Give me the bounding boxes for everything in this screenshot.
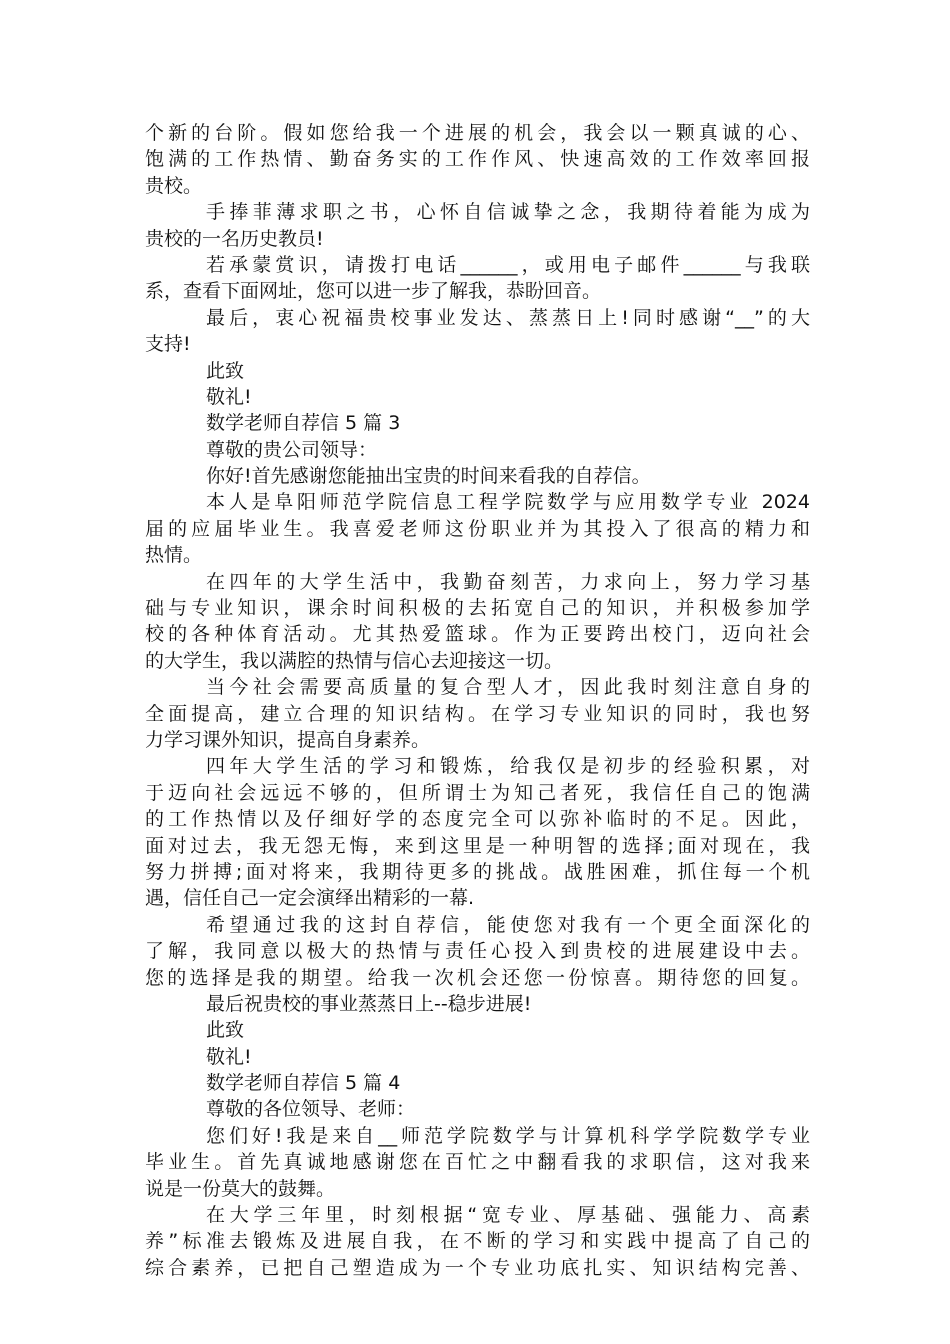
text-line: 届的应届毕业生。我喜爱老师这份职业并为其投入了很高的精力和 [145,517,810,540]
text-line: 础与专业知识，课余时间积极的去拓宽自己的知识，并积极参加学 [145,597,810,620]
text-line: 说是一份莫大的鼓舞。 [145,1177,336,1200]
text-line: 本人是阜阳师范学院信息工程学院数学与应用数学专业 2024 [206,491,810,514]
text-line: 您的选择是我的期望。给我一次机会还您一份惊喜。期待您的回复。 [145,966,810,989]
text-line: 养”标准去锻炼及进展自我，在不断的学习和实践中提高了自己的 [145,1230,810,1253]
text-line: 敬礼! [206,1045,252,1068]
text-line: 热情。 [145,544,203,567]
text-line: 手捧菲薄求职之书，心怀自信诚挚之念，我期待着能为成为 [206,201,810,224]
text-line: 最后祝贵校的事业蒸蒸日上--稳步进展! [206,992,532,1015]
text-line: 敬礼! [206,385,252,408]
text-line: 综合素养，已把自己塑造成为一个专业功底扎实、知识结构完善、 [145,1256,810,1279]
text-line: 你好!首先感谢您能抽出宝贵的时间来看我的自荐信。 [206,465,651,488]
text-line: 您们好!我是来自__师范学院数学与计算机科学学院数学专业 [206,1124,810,1147]
text-line: 最后，衷心祝福贵校事业发达、蒸蒸日上!同时感谢“__”的大 [206,306,810,329]
text-line: 了解，我同意以极大的热情与责任心投入到贵校的进展建设中去。 [145,940,810,963]
text-line: 的工作热情以及仔细好学的态度完全可以弥补临时的不足。因此， [145,808,810,831]
text-line: 希望通过我的这封自荐信，能使您对我有一个更全面深化的 [206,913,810,936]
text-line: 系，查看下面网址，您可以进一步了解我，恭盼回音。 [145,280,602,303]
text-line: 力学习课外知识，提高自身素养。 [145,728,431,751]
text-line: 贵校的一名历史教员! [145,227,324,250]
text-line: 个新的台阶。假如您给我一个进展的机会，我会以一颗真诚的心、 [145,122,810,144]
text-line: 面对过去，我无怨无悔，来到这里是一种明智的选择;面对现在，我 [145,834,810,857]
text-line: 在大学三年里，时刻根据“宽专业、厚基础、强能力、高素 [206,1204,810,1227]
text-line: 遇，信任自己一定会演绎出精彩的一幕. [145,887,475,910]
text-line: 饱满的工作热情、勤奋务实的工作作风、快速高效的工作效率回报 [145,148,810,171]
text-line: 尊敬的各位领导、老师： [206,1098,416,1121]
text-line: 于迈向社会远远不够的，但所谓士为知己者死，我信任自己的饱满 [145,781,810,804]
text-line: 当今社会需要高质量的复合型人才，因此我时刻注意自身的 [206,676,810,699]
text-line: 尊敬的贵公司领导： [206,438,378,461]
text-line: 校的各种体育活动。尤其热爱篮球。作为正要跨出校门，迈向社会 [145,623,810,646]
text-line: 支持! [145,333,191,356]
text-line: 此致 [206,1019,245,1042]
text-line: 此致 [206,359,245,382]
section-heading: 数学老师自荐信 5 篇 4 [206,1072,401,1095]
text-line: 在四年的大学生活中，我勤奋刻苦，力求向上，努力学习基 [206,570,810,593]
text-line: 若承蒙赏识，请拨打电话______，或用电子邮件______与我联 [206,253,810,276]
text-line: 毕业生。首先真诚地感谢您在百忙之中翻看我的求职信，这对我来 [145,1151,810,1174]
text-line: 贵校。 [145,174,203,197]
document-page [145,120,810,1281]
text-line: 的大学生，我以满腔的热情与信心去迎接这一切。 [145,649,564,672]
section-heading: 数学老师自荐信 5 篇 3 [206,412,401,435]
text-line: 努力拼搏;面对将来，我期待更多的挑战。战胜困难，抓住每一个机 [145,860,810,883]
text-line: 全面提高，建立合理的知识结构。在学习专业知识的同时，我也努 [145,702,810,725]
text-line: 四年大学生活的学习和锻炼，给我仅是初步的经验积累，对 [206,755,810,778]
